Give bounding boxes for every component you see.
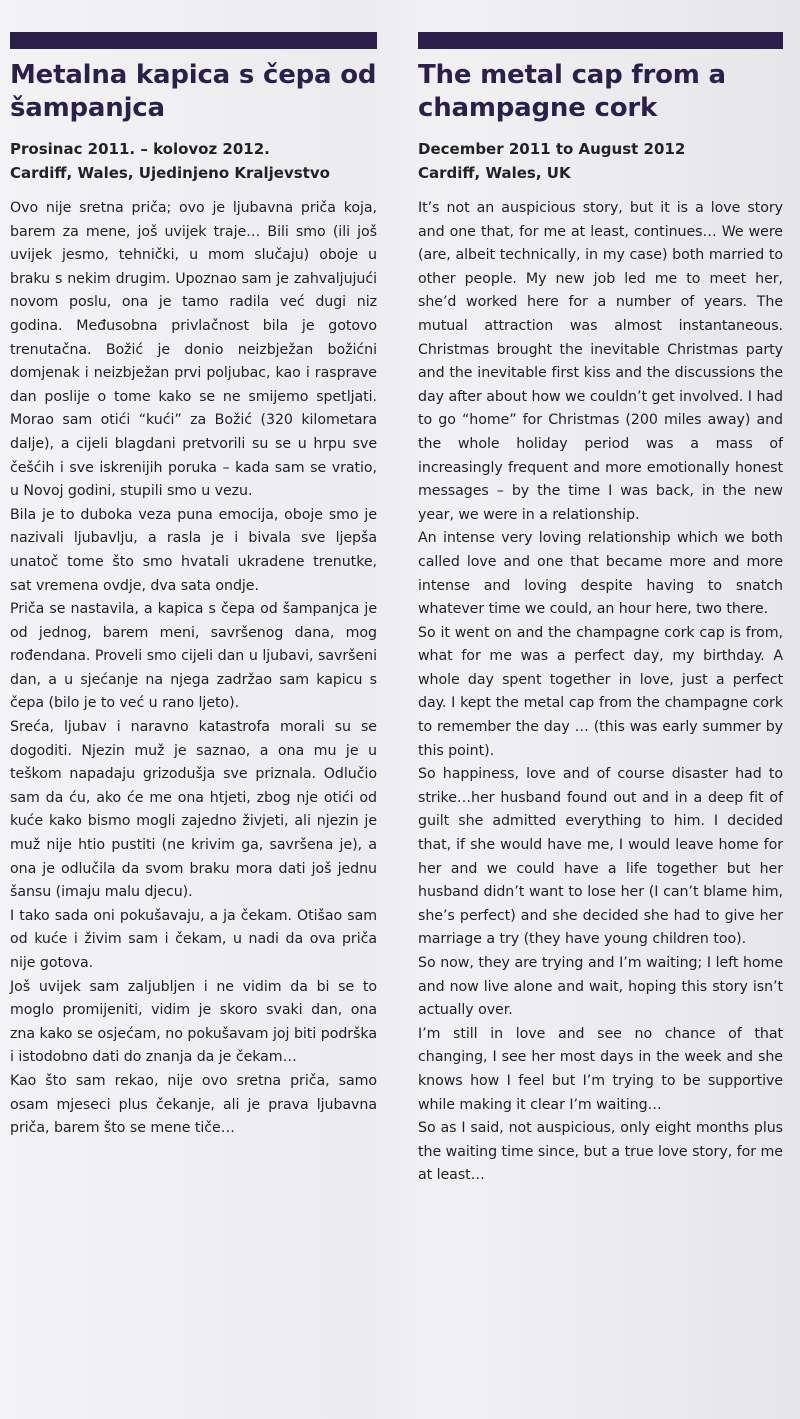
croatian-title: Metalna kapica s čepa od šampanjca xyxy=(10,60,377,123)
english-paragraph: An intense very loving relationship which we both called love and one that became more and more intense and loving despite having to snatch whatever time we could, an hour here, two there. xyxy=(418,530,783,618)
croatian-paragraph: Kao što sam rekao, nije ovo sretna priča, samo osam mjeseci plus čekanje, ali je prava ljubavna priča, barem što se mene tiče… xyxy=(10,1072,377,1137)
english-paragraph: So as I said, not auspicious, only eight months plus the waiting time since, but a true love story, for me at least… xyxy=(418,1120,783,1184)
english-story xyxy=(418,197,783,1188)
english-paragraph: So it went on and the champagne cork cap is from, what for me was a perfect day, my birthday. A whole day spent together in love, just a perfect day. I kept the metal cap from the champagne cork to remember the day … (this was early summer by this point). xyxy=(418,624,783,759)
croatian-date: Prosinac 2011. – kolovoz 2012. xyxy=(10,140,270,158)
english-paragraph: So now, they are trying and I’m waiting; I left home and now live alone and wait, hoping this story isn’t actually over. xyxy=(418,955,783,1019)
croatian-paragraph: Sreća, ljubav i naravno katastrofa morali su se dogoditi. Njezin muž je saznao, a ona mu je u teškom napadaju grizodušja sve priznala. Odlučio sam da ću, ako će me ona htjeti, zbog nje otići od kuće kako bismo mogli zajedno živjeti, ali njezin je muž nije htio pustiti (ne krivim ga, savršena je), a ona je odlučila da svom braku mora dati još jednu šansu (imaju malu djecu). xyxy=(10,719,377,901)
croatian-place: Cardiff, Wales, Ujedinjeno Kraljevstvo xyxy=(10,164,330,182)
english-place: Cardiff, Wales, UK xyxy=(418,164,571,182)
croatian-paragraph: Ovo nije sretna priča; ovo je ljubavna priča koja, barem za mene, još uvijek traje… Bili smo (ili još uvijek jesmo, tehnički, u mom slučaju) oboje u braku s nekim drugim. Upoznao sam je zahvaljujući novom poslu, ona je tamo radila već dugi niz godina. Međusobna privlačnost bila je gotovo trenutačna. Božić je donio neizbježan božićni domjenak i neizbježan prvi poljubac, kao i rasprave dan poslije o tome kako se ne smijemo spetljati. Morao sam otići “kući” za Božić (320 kilometara dalje), a cijeli blagdani pretvorili su se u hrpu sve češćih i sve iskrenijih poruka – kada sam se vratio, u Novoj godini, stupili smo u vezu. xyxy=(10,200,377,500)
english-paragraph: So happiness, love and of course disaster had to strike…her husband found out and in a deep fit of guilt she admitted everything to him. I decided that, if she would have me, I would leave home for her and we could have a life together but her husband didn’t want to lose her (I can’t blame him, she’s perfect) and she decided she had to give her marriage a try (they have young children too). xyxy=(418,766,783,948)
croatian-header-bar xyxy=(10,32,377,49)
croatian-paragraph: Priča se nastavila, a kapica s čepa od šampanjca je od jednog, barem meni, savršenog dana, mog rođendana. Proveli smo cijeli dan u ljubavi, savršeni dan, a u sjećanje na njega zadržao sam kapicu s čepa (bilo je to već u rano ljeto). xyxy=(10,601,377,712)
english-header-bar xyxy=(418,32,783,49)
english-column xyxy=(418,32,783,1188)
croatian-paragraph: Još uvijek sam zaljubljen i ne vidim da bi se to moglo promijeniti, vidim je skoro svaki dan, ona zna kako se osjećam, no pokušavam joj biti podrška i istodobno dati do znanja da je čekam… xyxy=(10,978,377,1066)
english-meta xyxy=(418,137,783,185)
croatian-column xyxy=(10,32,377,1141)
croatian-paragraph: I tako sada oni pokušavaju, a ja čekam. Otišao sam od kuće i živim sam i čekam, u nadi da ova priča nije gotova. xyxy=(10,907,377,971)
english-paragraph: I’m still in love and see no chance of that changing, I see her most days in the week and she knows how I feel but I’m trying to be supportive while making it clear I’m waiting… xyxy=(418,1025,783,1113)
croatian-paragraph: Bila je to duboka veza puna emocija, oboje smo je nazivali ljubavlju, a rasla je i bivala sve ljepša unatoč tome što smo hvatali ukradene trenutke, sat vremena ovdje, dva sata ondje. xyxy=(10,506,377,594)
english-title: The metal cap from a champagne cork xyxy=(418,60,726,123)
croatian-story xyxy=(10,197,377,1141)
english-date: December 2011 to August 2012 xyxy=(418,140,686,158)
croatian-meta xyxy=(10,137,377,185)
english-paragraph: It’s not an auspicious story, but it is a love story and one that, for me at least, continues… We were (are, albeit technically, in my case) both married to other people. My new job led me to meet her, she’d worked here for a number of years. The mutual attraction was almost instantaneous. Christmas brought the inevitable Christmas party and the inevitable first kiss and the discussions the day after about how we couldn’t get involved. I had to go “home” for Christmas (200 miles away) and the whole holiday period was a mass of increasingly frequent and more emotionally honest messages – by the time I was back, in the new year, we were in a relationship. xyxy=(418,200,783,523)
